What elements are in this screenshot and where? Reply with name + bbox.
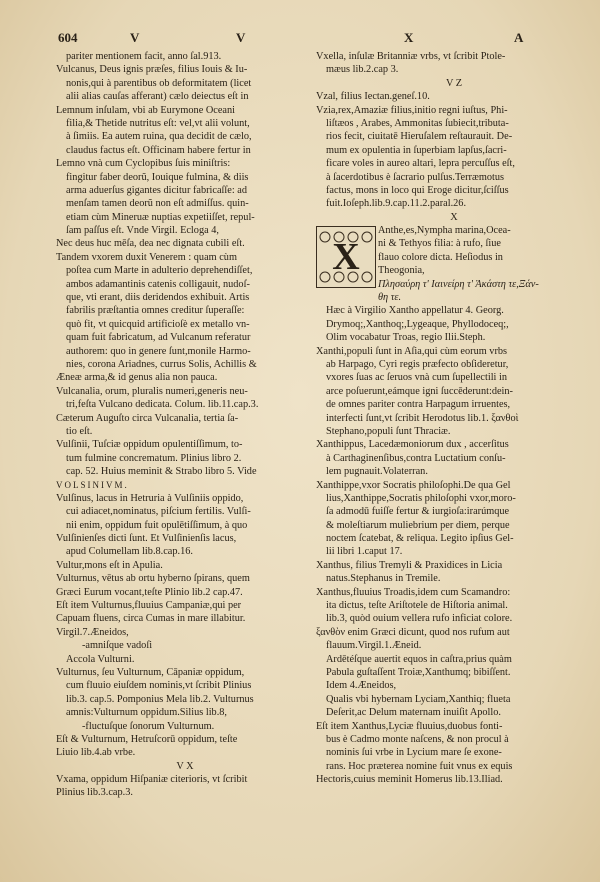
right-column-rest-line: Idem 4.Æneidos, xyxy=(326,680,397,692)
left-column-line: ſam paſſus eſt. Vnde Virgil. Ecloga 4, xyxy=(66,225,219,237)
right-column-rest-line: ξανθὸν enim Græci dicunt, quod nos rufum aut xyxy=(316,626,510,638)
left-column-line: quam fuit fabricatum, ad Vulcanum referatur xyxy=(66,332,251,344)
right-column-top-line: liſtæos , Arabes, Ammonitas ſubiecit,tributa- xyxy=(326,117,509,129)
left-column-line: nii enim, oppidum fuit opulētiſſimum, à quo xyxy=(66,519,248,531)
right-column-rest-line: Ardētéſque auertit equos in caſtra,prius quàm xyxy=(326,653,512,665)
left-column-line: pariter mentionem facit, anno ſal.913. xyxy=(66,51,222,62)
left-column-line: amnis:Vulturnum oppidum.Silius lib.8, xyxy=(66,707,227,719)
right-column-rest-line: lius,Xanthippe,Socratis philoſophi vxor,moro- xyxy=(326,492,516,504)
left-column-line: Virgil.7.Æneidos, xyxy=(56,626,129,638)
right-column-rest-line: Drymoq;,Xanthoq;,Lygeaque, Phyllodoceq;, xyxy=(326,318,509,330)
left-column-line: Vulſinii, Tuſciæ oppidum opulentiſſimum, to- xyxy=(56,439,243,451)
right-column-top-line: fuit.Ioſeph.lib.9.cap.11.2.paral.26. xyxy=(326,198,467,210)
left-column-line: Liuio lib.4.ab vrbe. xyxy=(56,747,136,759)
left-column-line: que, vti erant, diis deridendos exhibuit. Artis xyxy=(66,292,250,304)
left-column-line: nonis,qui à parentibus ob deformitatem (licet xyxy=(66,77,252,89)
left-column-line: VOLSINIVM. xyxy=(56,479,129,490)
left-column-line: Nec deus huc mēſa, dea nec dignata cubili eſt. xyxy=(56,238,245,250)
right-column-rest-line: à Carthaginenſibus,contra Luctatium conſu- xyxy=(326,452,506,464)
left-column-line: authorem: quo in genere ſunt,monile Harmo- xyxy=(66,345,251,357)
left-column-line: Accola Vulturni. xyxy=(66,653,135,665)
left-column-line: à ſimiis. Ea autem ruina, qua decidit de cælo, xyxy=(66,131,252,143)
right-column-top-line: Vxella, inſulæ Britanniæ vrbs, vt ſcribit Ptole- xyxy=(316,51,506,62)
left-column-line: cum fluuio eiuſdem nominis,vt ſcribit Plinius xyxy=(66,680,252,692)
left-column-line: Vulſinus, lacus in Hetruria à Vulſiniis oppido, xyxy=(56,492,244,504)
left-column xyxy=(56,50,314,800)
right-column-rest-line: interfecti ſunt,vt ſcribit Herodotus lib.1. ξανθοὶ xyxy=(326,412,519,424)
right-column-drop-line: Anthe,es,Nympha marina,Ocea- xyxy=(378,225,511,237)
page-number: 604 xyxy=(58,30,78,45)
left-column-line: apud Columellam lib.8.cap.16. xyxy=(66,546,193,558)
left-column-line: Vulturnus, vētus ab ortu hyberno ſpirans, quem xyxy=(56,573,250,585)
left-column-line: menſam tamen deorũ non eſt admiſſus. quin- xyxy=(66,198,249,210)
left-column-line: V X xyxy=(176,760,194,772)
left-column-line: claudus factus eſt. Officinam habere fertur in xyxy=(66,144,251,156)
right-column-drop-line: flauo colore dicta. Heſiodus in xyxy=(378,251,503,263)
left-column-line: Eſt & Vulturnum, Hetruſcorū oppidum, teſte xyxy=(56,733,238,745)
drop-cap-paragraph xyxy=(316,224,592,304)
right-column xyxy=(316,50,592,786)
left-column-line: Tandem vxorem duxit Venerem : quam cùm xyxy=(56,251,237,263)
left-column-line: Vulturnus, ſeu Vulturnum, Cāpaniæ oppidum, xyxy=(56,666,245,678)
left-column-line: Vulcanalia, orum, pluralis numeri,generis neu- xyxy=(56,385,248,397)
ornament-flourish xyxy=(362,272,372,282)
left-column-line: tum fulmine concrematum. Plinius libro 2. xyxy=(66,452,242,464)
left-column-line: nies, corona Ariadnes, currus Solis, Achillis & xyxy=(66,358,257,370)
right-column-top-line: X xyxy=(450,211,458,223)
right-column-top-line: rios fecit, ciuitatē Hieruſalem reſtaurauit. De- xyxy=(326,131,513,143)
right-column-rest-line: Hectoris,cuius meminit Homerus lib.13.Iliad. xyxy=(316,774,503,786)
left-column-line: Vxama, oppidum Hiſpaniæ citerioris, vt ſcribit xyxy=(56,774,248,786)
right-column-rest-line: & moleſtiarum muliebrium per diem, perque xyxy=(326,519,510,531)
left-column-line: Vulſinienſes dicti ſunt. Et Vulſinienſis lacus, xyxy=(56,533,237,545)
right-column-rest-line: Eſt item Xanthus,Lyciæ fluuius,duobus fonti- xyxy=(316,720,503,732)
left-column-line: Vulcanus, Deus ignis præſes, filius Iouis & Iu- xyxy=(56,64,248,76)
right-column-rest-line: lem pugnauit.Volaterran. xyxy=(326,466,428,478)
right-column-top-line: Vzia,rex,Amaziæ filius,initio regni iuſtus, Phi- xyxy=(316,104,508,116)
right-column-top-line: factus, mons in loco qui Eroge dicitur,ſciſſus xyxy=(326,184,509,196)
left-column-line: quò fit, vt quicquid artificioſè ex metallo vn- xyxy=(66,318,250,330)
header-letter-right-2: A xyxy=(514,30,524,45)
right-column-rest-line: Xanthippus, Lacedæmoniorum dux , accerſitus xyxy=(316,439,509,451)
left-column-line: Lemno vnà cum Cyclopibus ſuis miniſtris: xyxy=(56,158,231,170)
right-column-top-line: à ſacerdotibus è ſacrario pulſus.Terræmotus xyxy=(326,171,504,183)
decorated-initial-x xyxy=(316,226,376,288)
left-column-line: filia,& Thetide nutritus eſt: vel,vt alii volunt, xyxy=(66,117,250,129)
right-column-drop-line: Theogonia, xyxy=(378,265,425,277)
right-column-top-line: mæus lib.2.cap 3. xyxy=(326,64,399,76)
right-column-rest-line: Deſerit,ac Delum maternam inuiſit Apollo. xyxy=(326,707,502,719)
right-column-drop-line: ni & Tethyos filia: à rufo, ſiue xyxy=(378,238,501,250)
left-column-line: arma aduerſus gigantes dicitur fabricaſſe: ad xyxy=(66,184,247,196)
right-column-rest-line: Olim vocabatur Troas, regio Ilii.Steph. xyxy=(326,332,486,344)
right-column-rest-line: nominis ſui vrbe in Lycium mare ſe exone- xyxy=(326,747,502,759)
right-column-rest-line: de omnes pariter contra Harpagum irruentes, xyxy=(326,399,511,411)
right-column-rest-line: noctem ſcatebat, & reliqua. Legito ipſius Gel- xyxy=(326,533,514,545)
right-column-rest-line: Xanthus, filius Tremyli & Praxidices in Licia xyxy=(316,559,503,571)
right-column-rest-line: lib.3, quòd ouium vellera rufo inficiat colore. xyxy=(326,613,513,625)
right-column-rest-line: Pabula guſtaſſent Troiæ,Xanthumq; bibiſſent. xyxy=(326,666,511,678)
right-column-rest-line: Xanthus,fluuius Troadis,idem cum Scamandro: xyxy=(316,586,511,598)
right-column-top-line: mum ex opulentia in ſuperbiam lapſus,ſacri- xyxy=(326,144,507,156)
drop-cap-letter: X xyxy=(332,236,360,279)
right-column-top-line: V Z xyxy=(445,77,463,89)
right-column-top-line: Vzal, filius Iectan.geneſ.10. xyxy=(316,91,430,103)
right-column-rest-line: Qualis vbi hybernam Lyciam,Xanthiq; flueta xyxy=(326,693,511,705)
left-column-line: -fluctuſque ſonorum Vulturnum. xyxy=(82,720,215,732)
left-column-line: tio eſt. xyxy=(66,425,93,437)
right-column-rest-line: rans. Hoc præterea nomine fuit vnus ex equis xyxy=(326,760,513,772)
right-column-top-line: ficare voles in aureo altari, lepra percuſſus eſt, xyxy=(326,158,515,170)
ornament-flourish xyxy=(320,232,330,242)
right-column-rest-line: lii libri 1.caput 17. xyxy=(326,546,403,558)
left-column-line: fingitur faber deorũ, Iouique fulmina, & diis xyxy=(66,171,249,183)
left-column-line: -amniſque vadoſi xyxy=(82,640,153,652)
header-letter-left-2: V xyxy=(236,30,246,45)
ornament-flourish xyxy=(320,272,330,282)
left-column-line: Plinius lib.3.cap.3. xyxy=(56,787,133,799)
left-column-line: fabrilis præſtantia omnes creditur ſuperaſſe: xyxy=(66,305,245,317)
right-column-drop-line: Πλησαύρη τ' Ιαινείρη τ' Άκάστη τε,Ξάν- xyxy=(378,278,539,290)
right-column-rest-line: ab Harpago, Cyri regis præfecto obſideretur, xyxy=(326,358,509,370)
right-column-rest-line: ita dictus, teſte Ariſtotele de Hiſtoria animal. xyxy=(326,600,508,612)
right-column-rest-line: Stephano,populi ſunt Thraciæ. xyxy=(326,425,451,437)
right-column-drop-line: θη τε. xyxy=(378,292,402,304)
left-column-line: alii alias cauſas afferant) cælo deiectus eſt in xyxy=(66,91,249,103)
left-column-line: Vultur,mons eſt in Apulia. xyxy=(56,559,163,571)
left-column-line: tri,feſta Vulcano dedicata. Colum. lib.11.cap.3. xyxy=(66,399,259,411)
left-column-line: Eſt item Vulturnus,fluuius Campaniæ,qui per xyxy=(56,600,242,612)
left-column-line: ambos adamantinis catenis colligauit, nudoſ- xyxy=(66,278,250,290)
page-header xyxy=(58,30,580,48)
left-column-line: lib.3. cap.5. Pomponius Mela lib.2. Vulturnus xyxy=(66,693,254,705)
left-column-line: cui adiacet,nominatus, piſcium fertilis. Vulſi- xyxy=(66,506,251,518)
left-column-line: cap. 52. Huius meminit & Strabo libro 5. Vide xyxy=(66,466,257,478)
left-column-line: Æneæ arma,& id genus alia non pauca. xyxy=(56,372,218,384)
left-column-line: Græci Eurum vocant,teſte Plinio lib.2 cap.47. xyxy=(56,586,243,598)
right-column-rest-line: ſa admodū fuiſſe fertur & iurgioſa:irarúmque xyxy=(326,506,510,518)
left-column-line: poſtea cum Marte in adulterio deprehendiſſet, xyxy=(66,265,253,277)
left-column-line: Capuam fluens, circa Cumas in mare illabitur. xyxy=(56,613,246,625)
right-column-rest-line: Xanthippe,vxor Socratis philoſophi.De qua Gel xyxy=(316,479,511,491)
right-column-rest-line: Xanthi,populi ſunt in Aſia,qui cùm eorum vrbs xyxy=(316,345,508,357)
left-column-line: etiam cùm Mineruæ nuptias expetiiſſet, repul- xyxy=(66,211,255,223)
right-column-rest-line: flauum.Virgil.1.Æneid. xyxy=(326,640,422,652)
right-column-rest-line: natus.Stephanus in Tremile. xyxy=(326,573,441,585)
right-column-rest-line: Hæc à Virgilio Xantho appellatur 4. Georg. xyxy=(326,305,504,317)
ornament-icon xyxy=(317,227,375,287)
left-column-line: Lemnum inſulam, vbi ab Eurymone Oceani xyxy=(56,104,236,116)
right-column-rest-line: bus è Cadmo monte naſcens, & non procul à xyxy=(326,733,509,745)
right-column-rest-line: arce poſuerunt,eámque igni ſuccēderunt:dein- xyxy=(326,385,513,397)
ornament-flourish xyxy=(362,232,372,242)
right-column-rest-line: vxores ſuas ac ſeruos vnà cum ſupellectili in xyxy=(326,372,507,384)
left-column-line: Cæterum Auguſto circa Vulcanalia, tertia ſa- xyxy=(56,412,239,424)
header-letter-left-1: V xyxy=(130,30,140,45)
header-letter-right-1: X xyxy=(404,30,414,45)
